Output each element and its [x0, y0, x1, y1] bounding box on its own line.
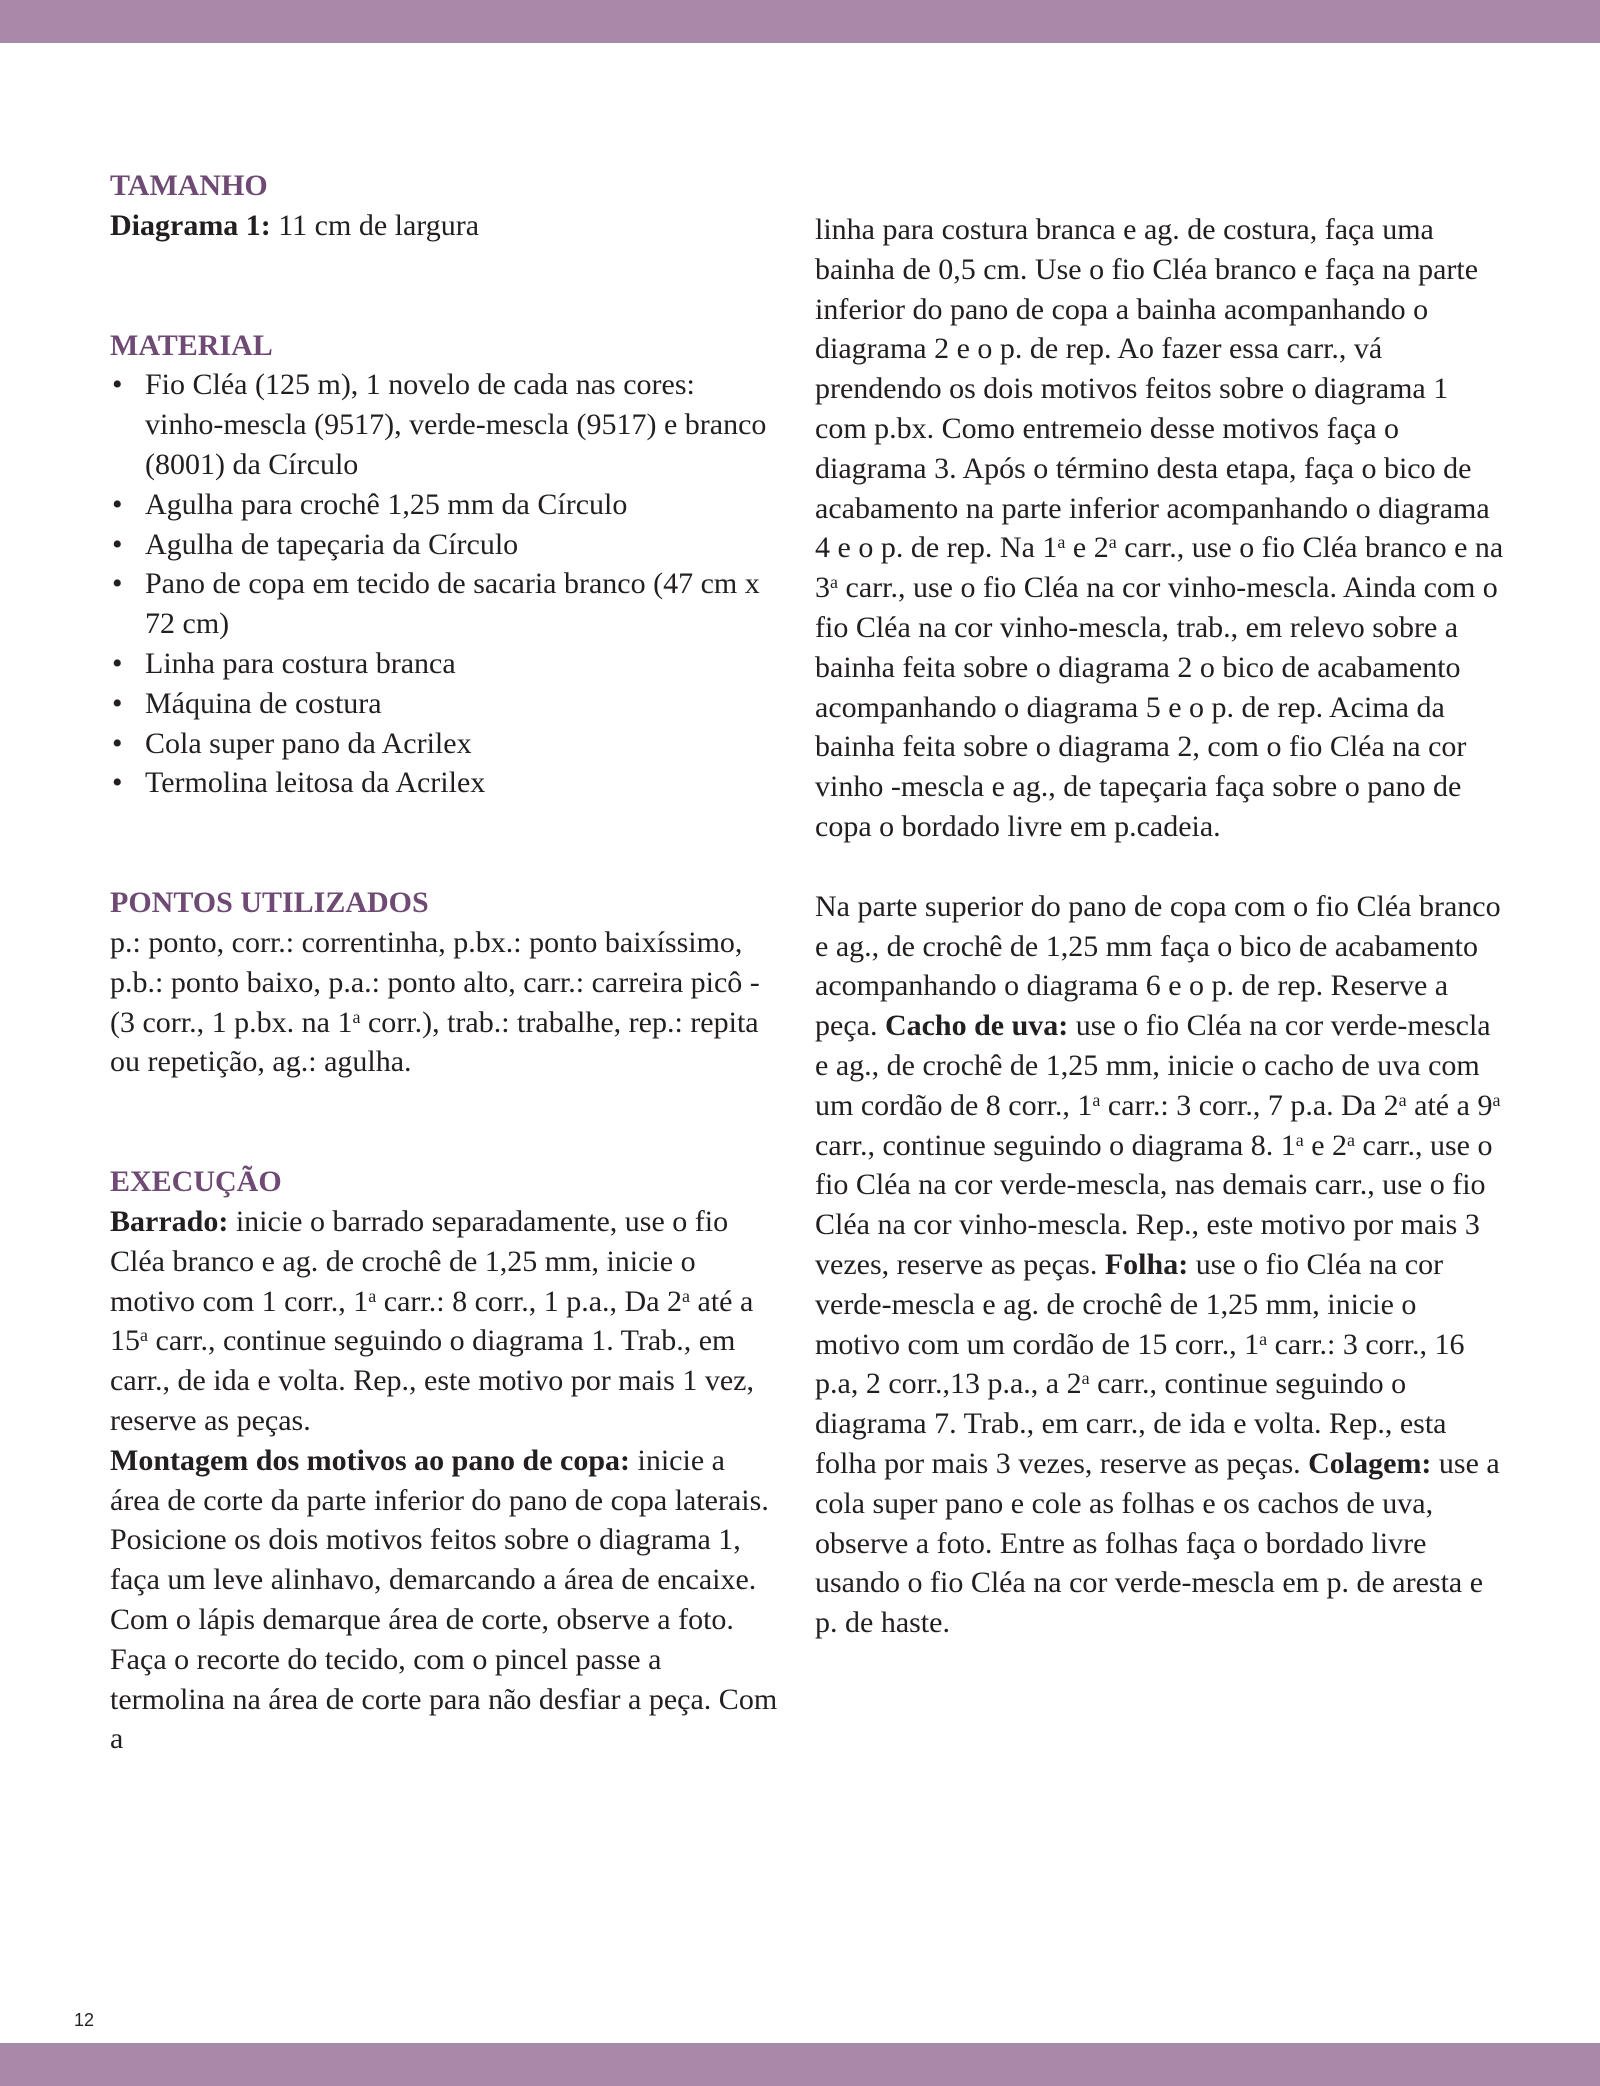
pontos-text: p.: ponto, corr.: correntinha, p.bx.: ponto baixíssimo, p.b.: ponto baixo, p.a.: ponto alto, carr.: carreira picô - (3 corr., 1 p.bx. na 1$^a$ corr.), trab.: trabalhe, rep.: repita ou repetição, ag.: agulha.	[110, 925, 760, 1079]
pontos-section	[110, 883, 780, 1082]
execucao-heading: EXECUÇÃO	[110, 1165, 282, 1199]
material-item: • Máquina de costura	[110, 684, 780, 724]
material-item: • Linha para costura branca	[110, 644, 780, 684]
right-paragraph-1: linha para costura branca e ag. de costura, faça uma bainha de 0,5 cm. Use o fio Cléa branco e faça na parte inferior do pano de copa a bainha acompanhando o diagrama 2 e o p. de rep. Ao fazer essa carr., vá prendendo os dois motivos feitos sobre o diagrama 1 com p.bx. Como entremeio desse motivos faça o diagrama 3. Após o término desta etapa, faça o bico de acabamento na parte inferior acompanhando o diagrama 4 e o p. de rep. Na 1$^a$ e 2$^a$ carr., use o fio Cléa branco e na 3$^a$ carr., use o fio Cléa na cor vinho-mescla. Ainda com o fio Cléa na cor vinho-mescla, trab., em relevo sobre a bainha feita sobre o diagrama 2 o bico de acabamento acompanhando o diagrama 5 e o p. de rep. Acima da bainha feita sobre o diagrama 2, com o fio Cléa na cor vinho -mescla e ag., de tapeçaria faça sobre o pano de copa o bordado livre em p.cadeia.	[815, 213, 1504, 843]
material-item: • Fio Cléa (125 m), 1 novelo de cada nas cores: vinho-mescla (9517), verde-mescla (9517) e branco (8001) da Círculo	[110, 365, 780, 484]
bottom-color-band	[0, 2043, 1600, 2086]
tamanho-value: 11 cm de largura	[278, 208, 480, 242]
tamanho-text	[110, 206, 780, 246]
material-item: • Agulha para crochê 1,25 mm da Círculo	[110, 485, 780, 525]
right-paragraph-2: Na parte superior do pano de copa com o fio Cléa branco e ag., de crochê de 1,25 mm faça o bico de acabamento acompanhando o diagrama 6 e o p. de rep. Reserve a peça. Cacho de uva: use o fio Cléa na cor verde-mescla e ag., de crochê de 1,25 mm, inicie o cacho de uva com um cordão de 8 corr., 1$^a$ carr.: 3 corr., 7 p.a. Da 2$^a$ até a 9$^a$ carr., continue seguindo o diagrama 8. 1$^a$ e 2$^a$ carr., use o fio Cléa na cor verde-mescla, nas demais carr., use o fio Cléa na cor vinho-mescla. Rep., este motivo por mais 3 vezes, reserve as peças. Folha: use o fio Cléa na cor verde-mescla e ag. de crochê de 1,25 mm, inicie o motivo com um cordão de 15 corr., 1$^a$ carr.: 3 corr., 16 p.a, 2 corr.,13 p.a., a 2$^a$ carr., continue seguindo o diagrama 7. Trab., em carr., de ida e volta. Rep., esta folha por mais 3 vezes, reserve as peças. Colagem: use a cola super pano e cole as folhas e os cachos de uva, observe a foto. Entre as folhas faça o bordado livre usando o fio Cléa na cor verde-mescla em p. de aresta e p. de haste.	[815, 889, 1501, 1640]
montagem-label: Montagem dos motivos ao pano de copa:	[110, 1443, 631, 1477]
execucao-section	[110, 1162, 780, 1759]
material-item: • Cola super pano da Acrilex	[110, 724, 780, 764]
tamanho-label: Diagrama 1:	[110, 208, 271, 242]
material-item: • Agulha de tapeçaria da Círculo	[110, 525, 780, 565]
barrado-label: Barrado:	[110, 1204, 229, 1238]
montagem-paragraph: Montagem dos motivos ao pano de copa: inicie a área de corte da parte inferior do pano de copa laterais. Posicione os dois motivos feitos sobre o diagrama 1, faça um leve alinhavo, demarcando a área de encaixe. Com o lápis demarque área de corte, observe a foto. Faça o recorte do tecido, com o pincel passe a termolina na área de corte para não desfiar a peça. Com a	[110, 1443, 778, 1756]
pontos-heading: PONTOS UTILIZADOS	[110, 886, 429, 920]
folha-label: Folha:	[1104, 1247, 1189, 1281]
barrado-paragraph: Barrado: inicie o barrado separadamente, use o fio Cléa branco e ag. de crochê de 1,25 mm, inicie o motivo com 1 corr., 1$^a$ carr.: 8 corr., 1 p.a., Da 2$^a$ até a 15$^a$ carr., continue seguindo o diagrama 1. Trab., em carr., de ida e volta. Rep., este motivo por mais 1 vez, reserve as peças.	[110, 1204, 754, 1437]
left-column	[110, 166, 780, 1759]
tamanho-heading: TAMANHO	[110, 169, 268, 202]
cacho-label: Cacho de uva:	[884, 1009, 1069, 1043]
material-item: • Termolina leitosa da Acrilex	[110, 763, 780, 803]
colagem-label: Colagem:	[1308, 1446, 1432, 1480]
material-section	[110, 326, 780, 804]
tamanho-section	[110, 166, 780, 246]
material-item: • Pano de copa em tecido de sacaria branco (47 cm x 72 cm)	[110, 564, 780, 644]
material-list	[110, 365, 780, 803]
material-heading: MATERIAL	[110, 328, 273, 362]
top-color-band	[0, 0, 1600, 43]
right-column	[815, 210, 1505, 1643]
page-number: 12	[74, 2010, 95, 2030]
